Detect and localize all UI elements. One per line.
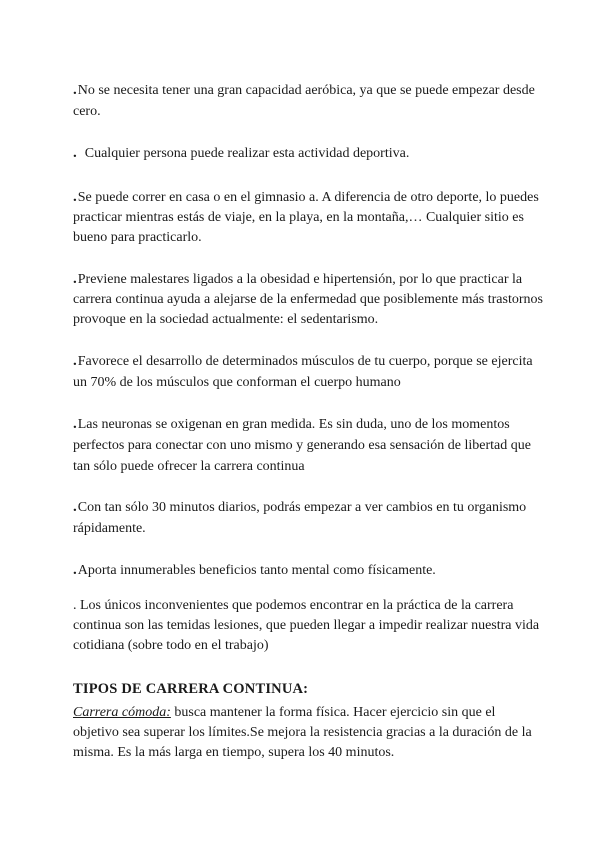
paragraph-carrera-comoda <box>73 703 543 763</box>
term-carrera-comoda: Carrera cómoda: <box>73 705 171 720</box>
paragraph-text: Favorece el desarrollo de determinados músculos de tu cuerpo, porque se ejercita un 70% de los músculos que conforman el cuerpo humano <box>73 354 533 390</box>
paragraph-prevents <box>73 269 543 330</box>
bullet: . <box>73 145 77 161</box>
paragraph-muscles <box>73 351 543 393</box>
bullet: . <box>73 499 77 515</box>
paragraph-text: Se puede correr en casa o en el gimnasio a. A diferencia de otro deporte, lo puedes practicar mientras estás de viaje, en la playa, en la montaña,… Cualquier sitio es bueno para practicarlo. <box>73 190 539 245</box>
bullet: . <box>73 271 77 287</box>
paragraph-text: No se necesita tener una gran capacidad aeróbica, ya que se puede empezar desde cero. <box>73 83 535 119</box>
bullet: . <box>73 416 77 432</box>
paragraph-text: Con tan sólo 30 minutos diarios, podrás empezar a ver cambios en tu organismo rápidamente. <box>73 500 527 536</box>
bullet: . <box>73 353 77 369</box>
bullet: . <box>73 82 77 98</box>
paragraph-aerobic-capacity <box>73 80 543 122</box>
paragraph-benefits <box>73 560 543 581</box>
paragraph-neurons <box>73 414 543 477</box>
paragraph-text: Cualquier persona puede realizar esta actividad deportiva. <box>77 146 410 161</box>
paragraph-inconvenientes: . Los únicos inconvenientes que podemos encontrar en la práctica de la carrera continua son las temidas lesiones, que pueden llegar a impedir realizar nuestra vida cotidiana (sobre todo en el trabajo) <box>73 598 540 653</box>
bullet: . <box>73 189 77 205</box>
section-heading: TIPOS DE CARRERA CONTINUA: <box>73 681 309 697</box>
paragraph-anywhere <box>73 187 543 248</box>
paragraph-text: Aporta innumerables beneficios tanto mental como físicamente. <box>77 563 436 578</box>
paragraph-anyone <box>73 143 543 164</box>
bullet: . <box>73 562 77 578</box>
paragraph-text: Las neuronas se oxigenan en gran medida. Es sin duda, uno de los momentos perfectos para conectar con uno mismo y generando esa sensación de libertad que tan sólo puede ofrecer la carrera continua <box>73 417 531 474</box>
paragraph-text: Previene malestares ligados a la obesidad e hipertensión, por lo que practicar la carrera continua ayuda a alejarse de la enfermedad que posiblemente más trastornos provoque en la sociedad actualmente: el sedentarismo. <box>73 272 543 327</box>
paragraph-text: busca mantener la forma física. Hacer ejercicio sin que el objetivo sea superar los límites.Se mejora la resistencia gracias a la duración de la misma. Es la más larga en tiempo, supera los 40 minutos. <box>73 705 532 760</box>
paragraph-30-minutes <box>73 497 543 539</box>
